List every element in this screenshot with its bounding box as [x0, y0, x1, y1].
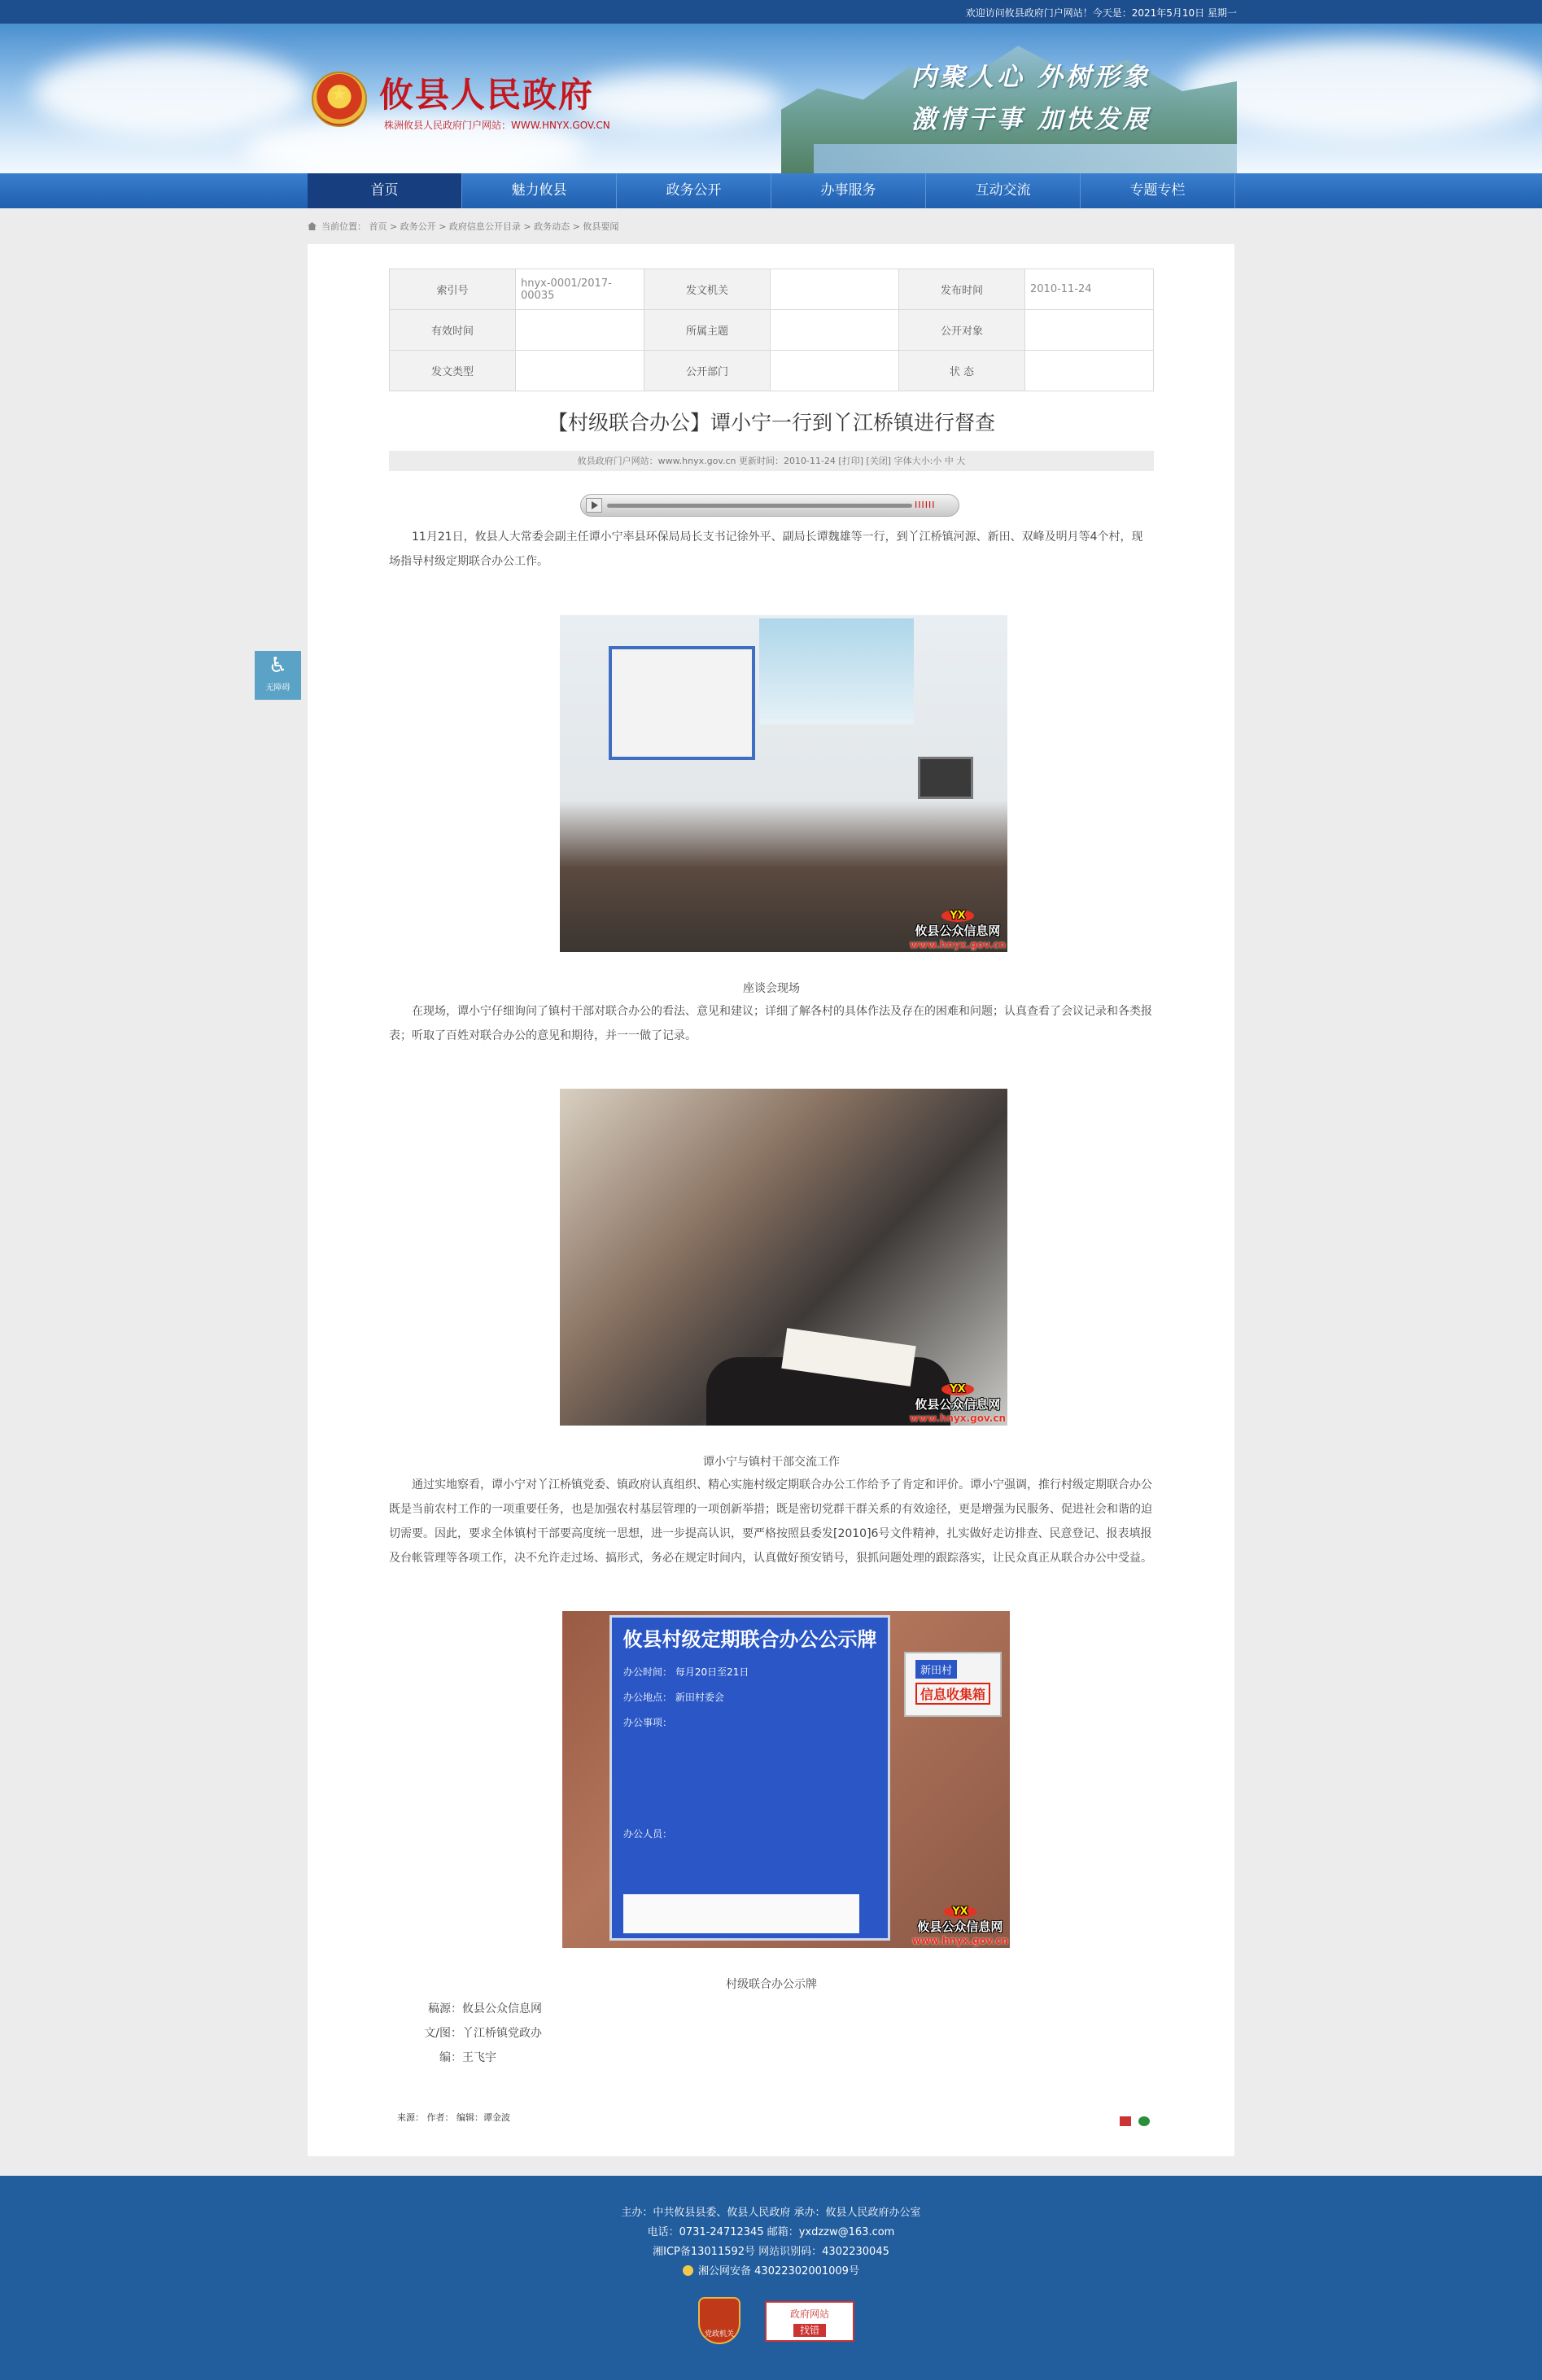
site-subtitle: 株洲攸县人民政府门户网站：WWW.HNYX.GOV.CN — [384, 120, 610, 131]
meta-value: hnyx-0001/2017-00035 — [516, 269, 644, 310]
credit-source: 稿源：攸县公众信息网 — [428, 2002, 542, 2015]
credit-author: 文/图：丫江桥镇党政办 — [424, 2027, 542, 2040]
lake-image — [814, 144, 1237, 173]
meta-key: 有效时间 — [390, 310, 516, 351]
article-paragraph-2: 在现场，谭小宁仔细询问了镇村干部对联合办公的看法、意见和建议；详细了解各村的具体作法及存在的困难和问题；认真查看了会议记录和各类报表；听取了百姓对联合办公的意见和期待，并一一做了记录。 — [389, 1005, 1152, 1042]
accessibility-label: 无障碍 — [265, 683, 290, 692]
info-collection-box: 新田村 信息收集箱 — [904, 1652, 1002, 1717]
site-banner — [0, 24, 1542, 173]
notice-board: 攸县村级定期联合办公公示牌 办公时间： 每月20日至21日 办公地点： 新田村委会 办公事项： 办公人员： — [609, 1615, 890, 1941]
nav-item-services[interactable]: 办事服务 — [771, 173, 926, 208]
party-gov-badge[interactable]: 党政机关 — [698, 2297, 740, 2344]
national-emblem-icon[interactable]: ★ — [312, 72, 367, 127]
photo-watermark: YX 攸县公众信息网 www.hnyx.gov.cn — [909, 1383, 1006, 1424]
nav-item-interaction[interactable]: 互动交流 — [926, 173, 1081, 208]
site-footer — [0, 2176, 1542, 2380]
volume-indicator[interactable]: IIIIII — [915, 500, 936, 510]
photo-caption-1: 座谈会现场 — [743, 982, 800, 995]
meta-key: 索引号 — [390, 269, 516, 310]
footer-police[interactable]: 湘公网安备 43022302001009号 — [0, 2262, 1542, 2277]
photo-watermark: YX 攸县公众信息网 www.hnyx.gov.cn — [909, 910, 1006, 950]
slogan-line-2: 激情干事 加快发展 — [911, 105, 1151, 134]
play-button[interactable] — [586, 498, 602, 513]
meta-key: 所属主题 — [644, 310, 771, 351]
breadcrumb-text[interactable]: 当前位置： 首页 > 政务公开 > 政府信息公开目录 > 政务动态 > 攸县要闻 — [321, 221, 619, 232]
article-paragraph-1: 11月21日，攸县人大常委会副主任谭小宁率县环保局局长支书记徐外平、副局长谭魏雄等一行，到丫江桥镇河源、新田、双峰及明月等4个村，现场指导村级定期联合办公工作。 — [389, 531, 1143, 568]
refresh-icon[interactable] — [1138, 2116, 1150, 2126]
footer-icp[interactable]: 湘ICP备13011592号 网站识别码：4302230045 — [653, 2246, 889, 2258]
breadcrumb — [308, 220, 618, 233]
slogan-line-1: 内聚人心 外树形象 — [911, 63, 1151, 92]
audio-player[interactable] — [580, 494, 959, 517]
meta-key: 状 态 — [899, 351, 1025, 391]
article-source-line: 来源： 作者： 编辑：谭金波 — [397, 2112, 510, 2123]
meta-key: 公开部门 — [644, 351, 771, 391]
meta-key: 发布时间 — [899, 269, 1025, 310]
print-icon[interactable] — [1120, 2116, 1131, 2126]
photo-caption-3: 村级联合办公示牌 — [726, 1978, 817, 1991]
main-nav — [0, 173, 1542, 208]
discussion-photo — [560, 1089, 1007, 1426]
credit-editor: 编：王飞宇 — [439, 2051, 496, 2064]
meta-value: 2010-11-24 — [1025, 269, 1154, 310]
nav-item-topics[interactable]: 专题专栏 — [1081, 173, 1235, 208]
meeting-photo — [560, 615, 1007, 952]
meta-value — [771, 351, 899, 391]
photo-caption-2: 谭小宁与镇村干部交流工作 — [703, 1456, 840, 1469]
article-title: 【村级联合办公】谭小宁一行到丫江桥镇进行督查 — [547, 411, 995, 435]
police-badge-icon — [683, 2265, 693, 2276]
welcome-text: 欢迎访问攸县政府门户网站！今天是：2021年5月10日 星期一 — [965, 7, 1237, 19]
meta-value — [516, 310, 644, 351]
meta-value — [771, 310, 899, 351]
document-meta-table — [389, 269, 1154, 391]
top-bar — [0, 0, 1542, 24]
accessibility-button[interactable] — [255, 651, 301, 700]
footer-host: 主办：中共攸县县委、攸县人民政府 承办：攸县人民政府办公室 — [621, 2207, 921, 2219]
meta-key: 发文机关 — [644, 269, 771, 310]
nav-item-home[interactable]: 首页 — [308, 173, 462, 208]
meta-value — [771, 269, 899, 310]
article-paragraph-3: 通过实地察看，谭小宁对丫江桥镇党委、镇政府认真组织、精心实施村级定期联合办公工作给予了肯定和评价。谭小宁强调，推行村级定期联合办公既是当前农村工作的一项重要任务，也是加强农村基层管理的一项创新举措；既是密切党群干群关系的有效途径，更是增强为民服务、促进社会和谐的迫切需要。因此，要求全体镇村干部要高度统一思想，进一步提高认识，要严格按照县委发[2010]6号文件精神，扎实做好走访排查、民意登记、报表填报及台帐管理等各项工作，决不允许走过场、搞形式，务必在规定时间内，认真做好预安销号，狠抓问题处理的跟踪落实，让民众真正从联合办公中受益。 — [389, 1478, 1152, 1565]
notice-board-photo — [562, 1611, 1010, 1948]
report-error-badge[interactable]: 政府网站 找错 — [765, 2301, 854, 2342]
article-info-bar[interactable]: 攸县政府门户网站：www.hnyx.gov.cn 更新时间：2010-11-24 [打印] [关闭] 字体大小:小 中 大 — [389, 451, 1154, 471]
wheelchair-icon: ♿ — [268, 653, 288, 678]
home-icon — [308, 222, 317, 230]
meta-key: 发文类型 — [390, 351, 516, 391]
progress-track[interactable] — [607, 504, 912, 508]
photo-watermark: YX 攸县公众信息网 www.hnyx.gov.cn — [911, 1906, 1008, 1946]
footer-contact: 电话：0731-24712345 邮箱：yxdzzw@163.com — [647, 2226, 895, 2238]
meta-value — [516, 351, 644, 391]
site-title[interactable]: 攸县人民政府 — [379, 75, 595, 115]
meta-value — [1025, 310, 1154, 351]
nav-item-gov-affairs[interactable]: 政务公开 — [617, 173, 771, 208]
meta-value — [1025, 351, 1154, 391]
meta-key: 公开对象 — [899, 310, 1025, 351]
share-icons — [1116, 2114, 1150, 2129]
nav-item-charm[interactable]: 魅力攸县 — [462, 173, 617, 208]
